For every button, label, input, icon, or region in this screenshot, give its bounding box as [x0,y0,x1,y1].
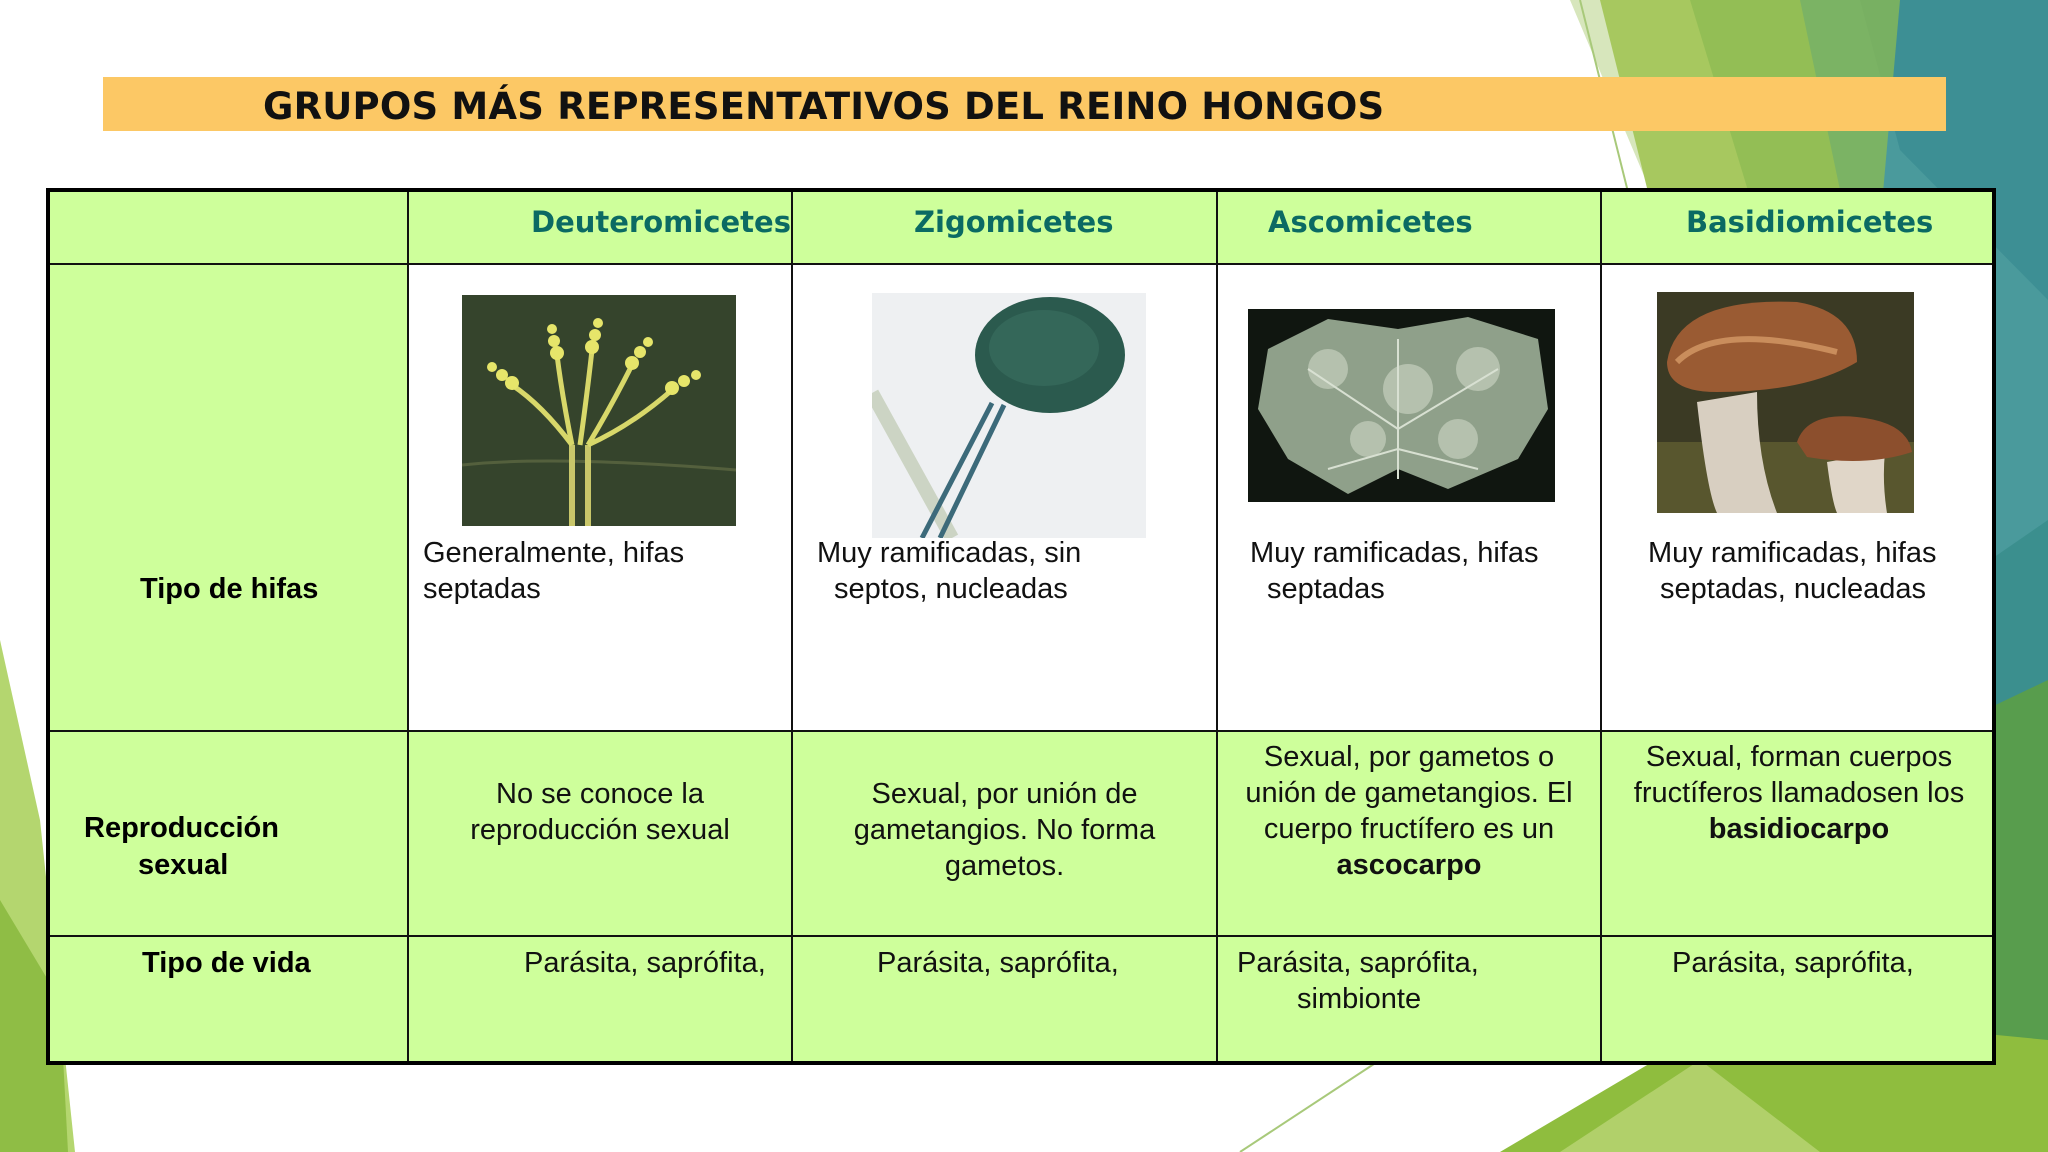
basidiomicetes-photo [1657,292,1914,513]
hifas-cell-basidiomicetes [1602,265,1992,732]
row-label-hifas [50,265,409,732]
header-label: Ascomicetes [1268,205,1473,239]
table-header-deuteromicetes [409,192,793,265]
vida-text-line2: simbionte [1297,983,1422,1015]
reproduccion-bold-term: ascocarpo [1336,849,1482,881]
hifas-text-line1: Muy ramificadas, hifas [1648,537,1937,569]
row-label-text: sexual [138,849,229,881]
hifas-text-line1: Muy ramificadas, hifas [1250,537,1539,569]
hifas-cell-deuteromicetes [409,265,793,732]
fungi-table [46,188,1996,1065]
vida-cell-zigomicetes [793,937,1218,1061]
vida-text-line1: Parásita, saprófita, [877,947,1119,979]
row-label-text: Reproducción [84,812,279,844]
vida-text-line1: Parásita, saprófita, [1237,947,1479,979]
reproduccion-text-line: gametangios. No forma [853,814,1156,846]
table-header-ascomicetes [1218,192,1602,265]
vida-cell-deuteromicetes [409,937,793,1061]
hifas-text-line1: Generalmente, hifas [423,537,685,569]
row-label-reproduccion [50,732,409,937]
reproduccion-text-line: fructíferos llamadosen los [1633,777,1965,809]
header-label: Basidiomicetes [1686,205,1934,239]
table-header-basidiomicetes [1602,192,1992,265]
hifas-text-line2: septadas, nucleadas [1660,573,1927,605]
table-header-empty [50,192,409,265]
deuteromicetes-photo [462,295,736,526]
hifas-cell-zigomicetes [793,265,1218,732]
reproduccion-text-line: cuerpo fructífero es un [1263,813,1555,845]
hifas-text-line1: Muy ramificadas, sin [817,537,1082,569]
vida-text-line1: Parásita, saprófita, [1672,947,1914,979]
hifas-text-line2: septos, nucleadas [834,573,1068,605]
title-bar [103,77,1946,131]
header-label: Deuteromicetes [531,205,791,239]
vida-text-line1: Parásita, saprófita, [524,947,766,979]
hifas-text-line2: septadas [423,573,541,605]
vida-cell-ascomicetes [1218,937,1602,1061]
header-label: Zigomicetes [914,205,1114,239]
row-label-text: Tipo de hifas [140,573,319,605]
reproduccion-text-line: Sexual, forman cuerpos [1645,741,1953,773]
reproduccion-cell-ascomicetes [1218,732,1602,937]
row-label-text: Tipo de vida [142,947,311,979]
reproduccion-text-line: Sexual, por gametos o [1263,741,1555,773]
reproduccion-text-line: gametos. [944,850,1065,882]
reproduccion-cell-zigomicetes [793,732,1218,937]
ascomicetes-photo [1248,309,1555,502]
hifas-cell-ascomicetes [1218,265,1602,732]
reproduccion-cell-basidiomicetes [1602,732,1992,937]
reproduccion-text-line: unión de gametangios. El [1245,777,1573,809]
reproduccion-text-line: No se conoce la [496,778,704,810]
reproduccion-cell-deuteromicetes [409,732,793,937]
reproduccion-text-line: reproducción sexual [470,814,730,846]
table-header-zigomicetes [793,192,1218,265]
reproduccion-bold-term: basidiocarpo [1708,813,1890,845]
hifas-text-line2: septadas [1267,573,1385,605]
row-label-vida [50,937,409,1061]
zigomicetes-photo [872,293,1146,538]
page-title: GRUPOS MÁS REPRESENTATIVOS DEL REINO HONGOS [263,85,1385,128]
vida-cell-basidiomicetes [1602,937,1992,1061]
reproduccion-text-line: Sexual, por unión de [871,778,1138,810]
